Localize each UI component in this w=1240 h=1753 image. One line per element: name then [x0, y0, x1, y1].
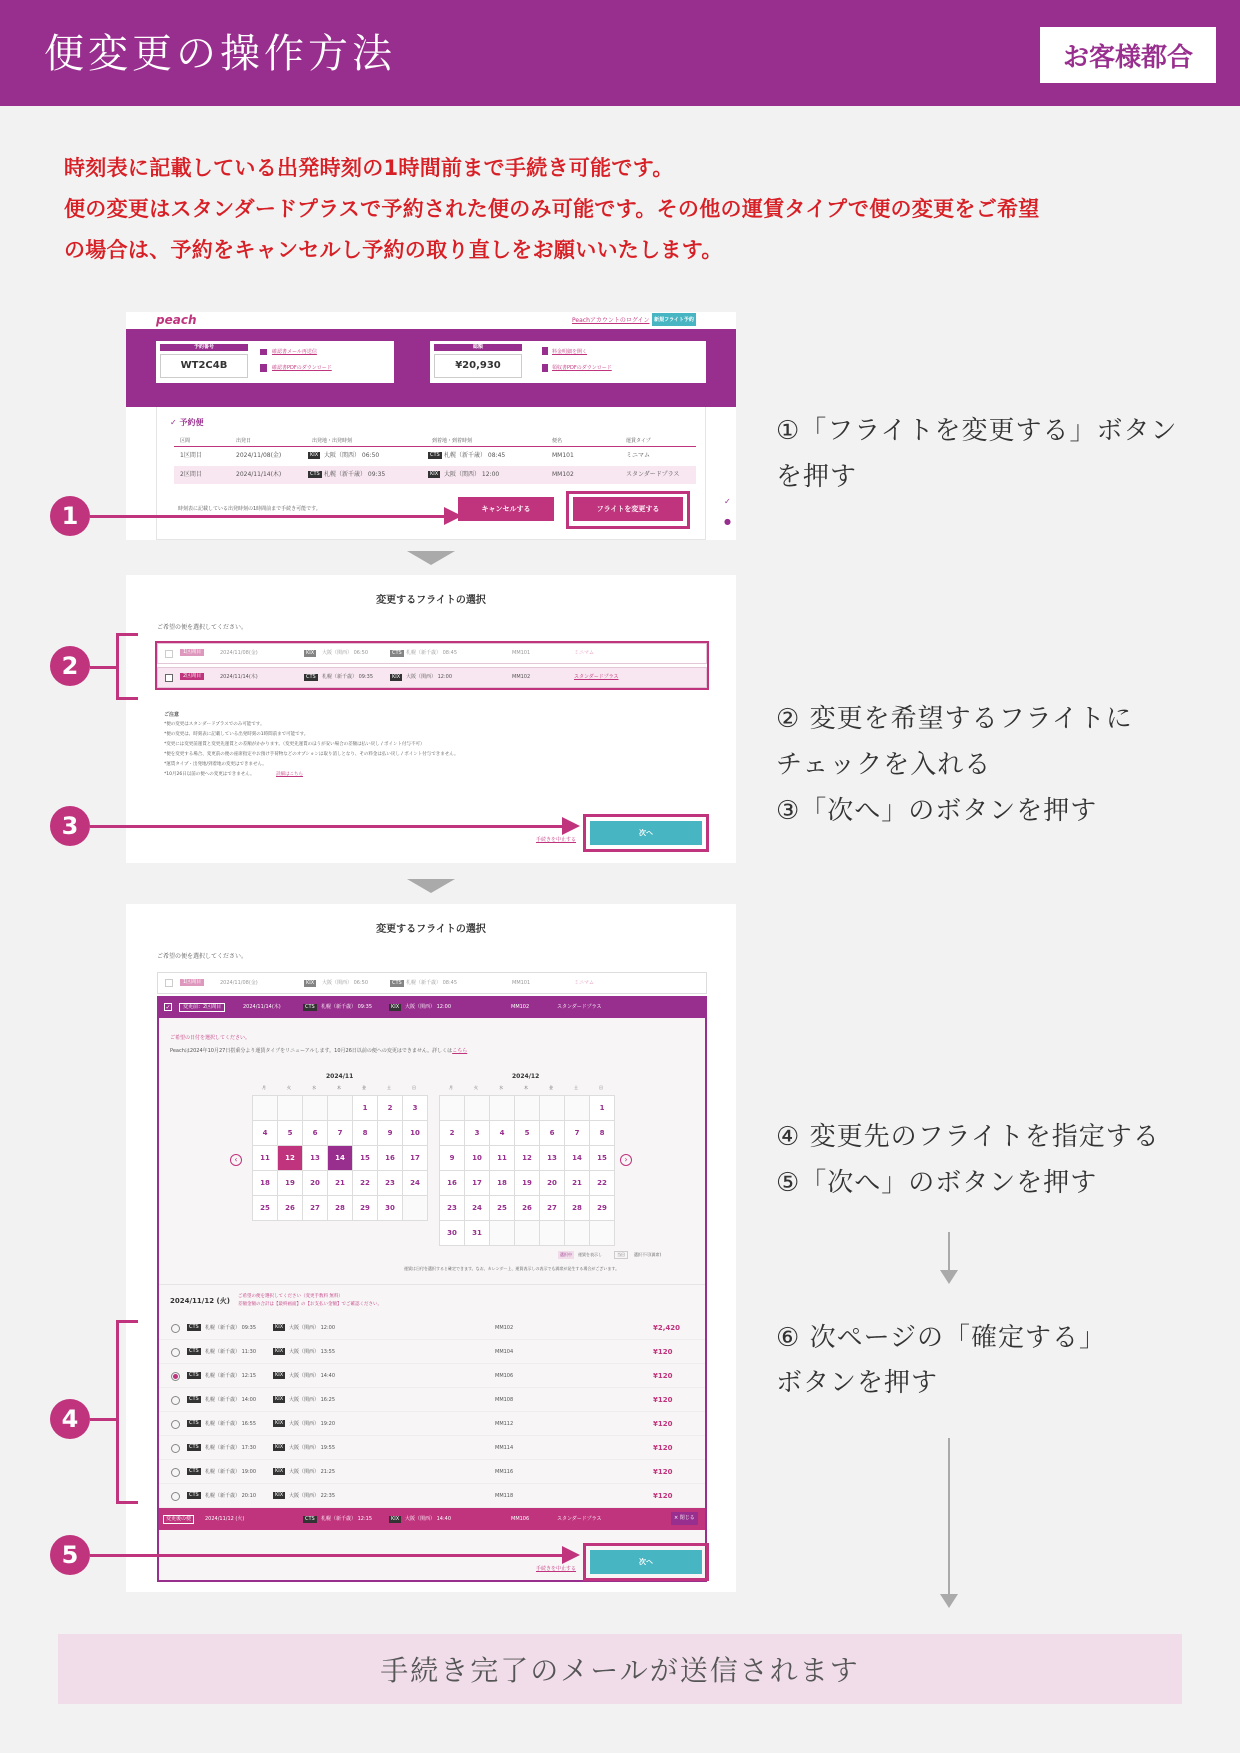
calendar-day[interactable]: 27 [303, 1196, 327, 1220]
down-arrow-1 [407, 551, 455, 565]
calendar-dec[interactable] [439, 1095, 615, 1246]
calendar-day[interactable]: 24 [465, 1196, 489, 1220]
flight-option[interactable]: CTS 札幌（新千歳） 14:00 KIX 大阪（関西） 16:25 MM108 ¥120 [159, 1390, 705, 1412]
flight-option[interactable]: CTS 札幌（新千歳） 17:30 KIX 大阪（関西） 19:55 MM114 ¥120 [159, 1438, 705, 1460]
arrow-5 [562, 1546, 580, 1564]
booking-number: WT2C4B [160, 354, 248, 378]
calendar-day[interactable]: 6 [303, 1121, 327, 1145]
calendar-empty-cell [515, 1221, 539, 1245]
calendar-day[interactable]: 7 [565, 1121, 589, 1145]
flight-radio[interactable] [171, 1492, 180, 1501]
instruction-6a: ⑥ 次ページの「確定する」 [776, 1323, 1107, 1353]
weekday-header-2 [439, 1086, 615, 1094]
next-button-2[interactable]: 次へ [590, 821, 702, 845]
weekday-label: 水 [499, 1085, 503, 1090]
weekday-label: 金 [362, 1085, 366, 1090]
instruction-3: ③「次へ」のボタンを押す [776, 796, 1098, 826]
flight-radio[interactable] [171, 1324, 180, 1333]
calendar-day[interactable]: 12 [515, 1146, 539, 1170]
calendar-empty-cell [253, 1096, 277, 1120]
login-link[interactable]: Peachアカウントのログイン [572, 317, 650, 324]
calendar-day[interactable]: 28 [328, 1196, 352, 1220]
close-button[interactable]: × 閉じる [671, 1512, 698, 1525]
calendar-day[interactable]: 8 [353, 1121, 377, 1145]
calendar-day[interactable]: 2 [440, 1121, 464, 1145]
instruction-4: ④ 変更先のフライトを指定する [776, 1122, 1160, 1152]
calendar-day[interactable]: 21 [565, 1171, 589, 1195]
calendar-day[interactable]: 5 [515, 1121, 539, 1145]
calendar-day[interactable]: 11 [490, 1146, 514, 1170]
calendar-day[interactable]: 19 [278, 1171, 302, 1195]
weekday-label: 火 [474, 1085, 478, 1090]
next-button-3[interactable]: 次へ [590, 1550, 702, 1574]
booked-row-2: 2区間目 2024/11/14(木) CTS 札幌（新千歳） 09:35 KIX 大阪（関西） 12:00 MM102 スタンダードプラス [174, 466, 696, 484]
step-marker-1: 1 [50, 496, 90, 536]
notice-line-3: の場合は、予約をキャンセルし予約の取り直しをお願いいたします。 [64, 238, 723, 262]
calendar-empty-cell [565, 1221, 589, 1245]
calendar-day[interactable]: 15 [353, 1146, 377, 1170]
category-badge: お客様都合 [1040, 27, 1216, 83]
calendar-day[interactable]: 16 [440, 1171, 464, 1195]
prev-month-icon[interactable]: ‹ [230, 1154, 242, 1166]
notes-title: ご注意 [164, 712, 180, 718]
mail-icon [260, 349, 267, 355]
calendar-day[interactable]: 14 [328, 1146, 352, 1170]
weekday-label: 月 [262, 1085, 266, 1090]
instruction-5: ⑤「次へ」のボタンを押す [776, 1168, 1098, 1198]
choose-row-1: 1区間目 2024/11/08(金) KIX 大阪（関西） 06:50 CTS 札幌（新千歳） 08:45 MM101 ミニマム [157, 972, 707, 994]
screenshot-booking: peach Peachアカウントのログイン 新規フライト予約 予約番号 WT2C4B 確認書メール再送信 確認書PDFのダウンロード 総額 ¥20,930 料金明細を開く 領収書PDFのダウンロード ✓ 予約便 区間 出発日 出発地・出発時刻 到着地・到着時刻 便名 運賃タイプ 1区間目 2024/11/08(金) KIX 大阪（関西） 06:50 CTS 札幌（新千歳） 08:45 MM101 ミニマム 2区間目 2024/11/14(木) CTS 札幌（新千歳） 09:35 KIX 大阪（関西） 12:00 MM102 スタンダードプラス 時刻表に記載している出発時刻の1時間前まで手続き可能です。 キャンセルする フライトを変更する ✓ ● [126, 312, 736, 540]
calendar-day[interactable]: 23 [440, 1196, 464, 1220]
highlight-next-button-2 [583, 814, 709, 852]
calendar-day[interactable]: 20 [303, 1171, 327, 1195]
flight-option[interactable]: CTS 札幌（新千歳） 16:55 KIX 大阪（関西） 19:20 MM112 ¥120 [159, 1414, 705, 1436]
checked-icon[interactable]: ✓ [165, 1004, 171, 1011]
weekday-label: 土 [574, 1085, 578, 1090]
notice-line-1: 時刻表に記載している出発時刻の1時間前まで手続き可能です。 [64, 156, 674, 180]
instruction-1b: を押す [776, 462, 858, 492]
next-month-icon[interactable]: › [620, 1154, 632, 1166]
weekday-label: 金 [549, 1085, 553, 1090]
peach-logo: peach [156, 313, 197, 327]
calendar-day[interactable]: 18 [253, 1171, 277, 1195]
calendar-nov[interactable] [252, 1095, 428, 1221]
flight-radio[interactable] [171, 1372, 180, 1381]
calendar-empty-cell [590, 1221, 614, 1245]
calendar-day[interactable]: 11 [253, 1146, 277, 1170]
calendar-note: 運賃は日付を選択すると確定できます。なお、カレンダー上、運賃表示しの表示でも満席が発生する場合がございます。 [404, 1266, 620, 1271]
section-title: ✓ 予約便 [170, 418, 204, 427]
booked-row-1: 1区間目 2024/11/08(金) KIX 大阪（関西） 06:50 CTS 札幌（新千歳） 08:45 MM101 ミニマム [180, 452, 651, 459]
calendar-empty-cell [565, 1096, 589, 1120]
calendar-day[interactable]: 3 [403, 1096, 427, 1120]
calendar-day[interactable]: 13 [303, 1146, 327, 1170]
renewal-link[interactable]: こちら [452, 1048, 468, 1054]
calendar-day[interactable]: 18 [490, 1171, 514, 1195]
flight-radio[interactable] [171, 1348, 180, 1357]
down-arrow-2 [407, 879, 455, 893]
calendar-day[interactable]: 5 [278, 1121, 302, 1145]
flight-radio[interactable] [171, 1396, 180, 1405]
arrow-3 [562, 817, 580, 835]
calendar-empty-cell [403, 1196, 427, 1220]
flight-option[interactable]: CTS 札幌（新千歳） 20:10 KIX 大阪（関西） 22:35 MM118 ¥120 [159, 1486, 705, 1508]
calendar-day[interactable]: 1 [590, 1096, 614, 1120]
pdf-icon [260, 364, 267, 372]
select-row-2[interactable]: 2区間目 2024/11/14(木) CTS 札幌（新千歳） 09:35 KIX 大阪（関西） 12:00 MM102 スタンダードプラス [157, 667, 707, 688]
deadline-note: 時刻表に記載している出発時刻の1時間前まで手続き可能です。 [178, 506, 321, 512]
calendar-day[interactable]: 22 [353, 1171, 377, 1195]
highlight-select-rows [155, 641, 709, 690]
calendar-day[interactable]: 3 [465, 1121, 489, 1145]
calendar-day[interactable]: 23 [378, 1171, 402, 1195]
calendar-day[interactable]: 8 [590, 1121, 614, 1145]
flight-option[interactable]: CTS 札幌（新千歳） 19:00 KIX 大阪（関西） 21:25 MM116 ¥120 [159, 1462, 705, 1484]
calendar-day[interactable]: 25 [490, 1196, 514, 1220]
flight-option[interactable]: CTS 札幌（新千歳） 12:15 KIX 大阪（関西） 14:40 MM106 ¥120 [159, 1366, 705, 1388]
notes-detail-link[interactable]: 詳細はこちら [276, 772, 303, 777]
side-check-icon: ✓ [724, 497, 731, 506]
calendar-day[interactable]: 9 [440, 1146, 464, 1170]
calendar-day[interactable]: 20 [540, 1171, 564, 1195]
weekday-label: 木 [337, 1085, 341, 1090]
calendar-day[interactable]: 7 [328, 1121, 352, 1145]
calendar-empty-cell [328, 1096, 352, 1120]
calendar-day[interactable]: 10 [403, 1121, 427, 1145]
highlight-next-button-3 [583, 1543, 709, 1581]
weekday-label: 月 [449, 1085, 453, 1090]
flight-radio[interactable] [171, 1444, 180, 1453]
instruction-2b: チェックを入れる [776, 750, 992, 780]
calendar-day[interactable]: 31 [465, 1221, 489, 1245]
calendar-day[interactable]: 14 [565, 1146, 589, 1170]
calendar-day[interactable]: 9 [378, 1121, 402, 1145]
select-title: 変更するフライトの選択 [376, 595, 486, 606]
calendar-day[interactable]: 30 [378, 1196, 402, 1220]
calendar-day[interactable]: 6 [540, 1121, 564, 1145]
cancel-button[interactable]: キャンセルする [458, 497, 554, 521]
weekday-label: 木 [524, 1085, 528, 1090]
calendar-day[interactable]: 4 [490, 1121, 514, 1145]
step-marker-5: 5 [50, 1535, 90, 1575]
weekday-label: 土 [387, 1085, 391, 1090]
check-icon: ✓ [170, 418, 177, 427]
calendar-day[interactable]: 12 [278, 1146, 302, 1170]
abort-link-2[interactable]: 手続きを中止する [536, 837, 577, 843]
breakdown-link[interactable]: 料金明細を開く [552, 349, 588, 355]
after-change-bar: 変更後の便 2024/11/12 (火) CTS 札幌（新千歳） 12:15 KIX 大阪（関西） 14:40 MM106 スタンダードプラス × 閉じる [159, 1508, 705, 1530]
calendar-day[interactable]: 13 [540, 1146, 564, 1170]
calendar-day[interactable]: 2 [378, 1096, 402, 1120]
instruction-arrow-2 [940, 1594, 958, 1608]
calendar-empty-cell [490, 1096, 514, 1120]
arrow-1 [444, 507, 462, 525]
calendar-day[interactable]: 17 [465, 1171, 489, 1195]
receipt-icon [542, 364, 548, 372]
calendar-day[interactable]: 26 [515, 1196, 539, 1220]
calendar-day[interactable]: 26 [278, 1196, 302, 1220]
resend-link[interactable]: 確認書メール再送信 [272, 349, 317, 355]
change-flight-button[interactable]: フライトを変更する [573, 497, 683, 521]
calendar-empty-cell [465, 1096, 489, 1120]
receipt-link[interactable]: 領収書PDFのダウンロード [552, 365, 612, 371]
total-amount: ¥20,930 [434, 354, 522, 378]
bracket-4 [116, 1320, 138, 1504]
total-card: 総額 ¥20,930 料金明細を開く 領収書PDFのダウンロード [430, 341, 706, 383]
weekday-label: 水 [312, 1085, 316, 1090]
calendar-day[interactable]: 10 [465, 1146, 489, 1170]
abort-link-3[interactable]: 手続きを中止する [536, 1566, 577, 1572]
step-marker-2: 2 [50, 646, 90, 686]
step-marker-4: 4 [50, 1399, 90, 1439]
calendar-day[interactable]: 1 [353, 1096, 377, 1120]
weekday-label: 日 [599, 1085, 603, 1090]
month-label-2: 2024/12 [512, 1073, 540, 1080]
flight-option[interactable]: CTS 札幌（新千歳） 11:30 KIX 大阪（関西） 13:55 MM104 ¥120 [159, 1342, 705, 1364]
calendar-empty-cell [490, 1221, 514, 1245]
renewal-note: Peachは2024年10月27日搭乗分より運賃タイプをリニューアルします。10月26日以前の便への変更はできません。詳しくはこちら [170, 1048, 468, 1054]
document-icon [542, 347, 548, 355]
flight-radio[interactable] [171, 1420, 180, 1429]
calendar-empty-cell [515, 1096, 539, 1120]
bracket-2 [116, 633, 138, 700]
calendar-day[interactable]: 27 [540, 1196, 564, 1220]
calendar-empty-cell [440, 1096, 464, 1120]
instruction-6b: ボタンを押す [776, 1368, 939, 1398]
instruction-arrow-1 [940, 1270, 958, 1284]
calendar-day[interactable]: 30 [440, 1221, 464, 1245]
calendar-empty-cell [278, 1096, 302, 1120]
calendar-empty-cell [540, 1096, 564, 1120]
notice-line-2: 便の変更はスタンダードプラスで予約された便のみ可能です。その他の運賃タイプで便の変更をご希望 [64, 197, 1040, 221]
calendar-day[interactable]: 24 [403, 1171, 427, 1195]
screenshot-select-flight: 変更するフライトの選択 ご希望の便を選択してください。 1区間目 2024/11/08(金) KIX 大阪（関西） 06:50 CTS 札幌（新千歳） 08:45 MM101 ミニマム 2区間目 2024/11/14(木) CTS 札幌（新千歳） 09:35 KIX 大阪（関西） 12:00 MM102 スタンダードプラス ご注意 *便の変更はスタンダードプラスでのみ可能です。 *便の変更は、時刻表に記載している出発時刻の1時間前まで可能です。 *変更には変更前運賃と変更先運賃との差額がかかります。（変更先運賃のほうが安い場合の差額は払い戻し / ポイント付与不可） *便を変更する場合、変更前の便の座席指定やお預け手荷物などのオプションは取り消しとなり、その料金は払い戻し / ポイント付与できません。 *運賃タイプ・出発地/到着地の変更はできません。 *10月26日以前の便への変更はできません。 詳細はこちら 手続きを中止する 次へ [126, 575, 736, 863]
calendar-day[interactable]: 4 [253, 1121, 277, 1145]
calendar-day[interactable]: 29 [590, 1196, 614, 1220]
step-marker-3: 3 [50, 806, 90, 846]
instruction-1a: ①「フライトを変更する」ボタン [776, 416, 1178, 446]
flight-option[interactable]: CTS 札幌（新千歳） 09:35 KIX 大阪（関西） 12:00 MM102 ¥2,420 [159, 1318, 705, 1340]
calendar-day[interactable]: 28 [565, 1196, 589, 1220]
side-user-icon: ● [724, 517, 731, 526]
calendar-day[interactable]: 19 [515, 1171, 539, 1195]
select-row-1[interactable]: 1区間目 2024/11/08(金) KIX 大阪（関西） 06:50 CTS 札幌（新千歳） 08:45 MM101 ミニマム [157, 643, 707, 664]
calendar-day[interactable]: 17 [403, 1146, 427, 1170]
choose-row-2-selected: ✓ 変更前：2区間目 2024/11/14(木) CTS 札幌（新千歳） 09:35 KIX 大阪（関西） 12:00 MM102 スタンダードプラス [157, 996, 707, 1018]
calendar-day[interactable]: 25 [253, 1196, 277, 1220]
choose-title: 変更するフライトの選択 [376, 924, 486, 935]
completion-banner: 手続き完了のメールが送信されます [58, 1634, 1182, 1704]
calendar-day[interactable]: 29 [353, 1196, 377, 1220]
calendar-day[interactable]: 16 [378, 1146, 402, 1170]
page-title: 便変更の操作方法 [44, 31, 396, 77]
pdf-link[interactable]: 確認書PDFのダウンロード [272, 365, 332, 371]
calendar-day[interactable]: 22 [590, 1171, 614, 1195]
calendar-empty-cell [303, 1096, 327, 1120]
flight-radio[interactable] [171, 1468, 180, 1477]
new-booking-button[interactable]: 新規フライト予約 [652, 313, 696, 326]
calendar-day[interactable]: 15 [590, 1146, 614, 1170]
highlight-change-button [566, 491, 690, 529]
weekday-label: 火 [287, 1085, 291, 1090]
screenshot-choose-new-flight: 変更するフライトの選択 ご希望の便を選択してください。 1区間目 2024/11/08(金) KIX 大阪（関西） 06:50 CTS 札幌（新千歳） 08:45 MM101 ミニマム ✓ 変更前：2区間目 2024/11/14(木) CTS 札幌（新千歳） 09:35 KIX 大阪（関西） 12:00 MM102 スタンダードプラス ご希望の日付を選択してください。 Peachは2024年10月27日搭乗分より運賃タイプをリニューアルします。10月26日以前の便への変更はできません。詳しくはこちら 2024/11 2024/12 月 火 水 木 金 土 日 月 火 水 木 金 土 日 1 2 3 4 5 6 7 8 9 10 11 12 13 14 15 16 17 18 19 20 21 22 23 24 25 26 27 28 29 30 1 2 3 4 5 6 7 8 9 10 11 12 13 14 15 16 17 18 19 20 21 22 23 24 25 26 27 28 29 30 31 ‹ › 選択中 運賃を表示し 当日 選択不可(満席) 運賃は日付を選択すると確定できます。なお、カレンダー上、運賃表示しの表示でも満席が発生する場合がございます。 2024/11/12 (火) ご希望の便を選択してください（変更手数料 無料） 差額金額の合計は【最終画面】の【お支払い金額】でご確認ください。 変更後の便 2024/11/12 (火) CTS 札幌（新千歳） 12:15 KIX 大阪（関西） 14:40 MM106 スタンダードプラス × 閉じる 手続きを中止する 次へ CTS 札幌（新千歳） 09:35 KIX 大阪（関西） 12:00 MM102 ¥2,420 CTS 札幌（新千歳） 11:30 KIX 大阪（関西） 13:55 MM104 ¥120 CTS 札幌（新千歳） 12:15 KIX 大阪（関西） 14:40 MM106 ¥120 CTS 札幌（新千歳） 14:00 KIX 大阪（関西） 16:25 MM108 ¥120 CTS 札幌（新千歳） 16:55 KIX 大阪（関西） 19:20 MM112 ¥120 CTS 札幌（新千歳） 17:30 KIX 大阪（関西） 19:55 MM114 ¥120 CTS 札幌（新千歳） 19:00 KIX 大阪（関西） 21:25 MM116 ¥120 CTS 札幌（新千歳） 20:10 KIX 大阪（関西） 22:35 MM118 ¥120 [126, 904, 736, 1592]
select-prompt: ご希望の便を選択してください。 [157, 624, 248, 631]
selected-date: 2024/11/12 (火) [170, 1297, 230, 1305]
weekday-header-1 [252, 1086, 428, 1094]
month-label-1: 2024/11 [326, 1073, 354, 1080]
instruction-2a: ② 変更を希望するフライトに [776, 704, 1133, 734]
weekday-label: 日 [412, 1085, 416, 1090]
booking-card: 予約番号 WT2C4B 確認書メール再送信 確認書PDFのダウンロード [156, 341, 394, 383]
calendar-empty-cell [540, 1221, 564, 1245]
calendar-day[interactable]: 21 [328, 1171, 352, 1195]
